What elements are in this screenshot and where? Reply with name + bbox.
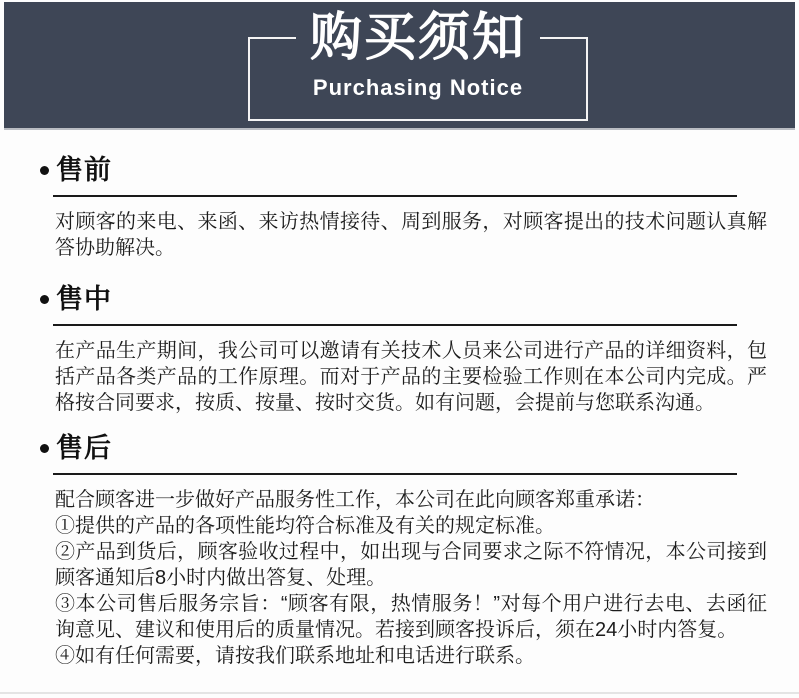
section-aftersale-header: [40, 432, 765, 464]
section-midsale: [40, 261, 765, 416]
divider-line: [53, 473, 737, 475]
notice-content: [0, 130, 799, 669]
bullet-icon: [40, 444, 49, 453]
header-banner: [4, 2, 795, 130]
section-presale-body: [55, 209, 767, 261]
paragraph-item-1: ①提供的产品的各项性能均符合标准及有关的规定标准。: [55, 515, 555, 537]
section-midsale-title: 售中: [56, 284, 112, 314]
section-midsale-body: [55, 338, 767, 416]
section-midsale-header: [40, 283, 765, 315]
divider-line: [53, 324, 737, 326]
page-title: 购买须知: [296, 6, 540, 70]
divider-line: [53, 195, 737, 197]
bullet-icon: [40, 295, 49, 304]
section-presale: [40, 130, 765, 261]
paragraph-item-3: ③本公司售后服务宗旨：“顾客有限，热情服务！”对每个用户进行去电、去函征询意见、建议和使用后的质量情况。若接到顾客投诉后，须在24小时内答复。: [55, 593, 767, 641]
section-aftersale: [40, 416, 765, 669]
section-aftersale-body: [55, 487, 767, 669]
bottom-separator: [0, 692, 799, 694]
bullet-icon: [40, 166, 49, 175]
paragraph: 配合顾客进一步做好产品服务性工作，本公司在此向顾客郑重承诺：: [55, 489, 655, 511]
page-subtitle: Purchasing Notice: [312, 75, 524, 100]
section-presale-header: [40, 154, 765, 186]
section-aftersale-title: 售后: [56, 433, 112, 463]
section-presale-title: 售前: [56, 155, 112, 185]
paragraph-item-2: ②产品到货后，顾客验收过程中，如出现与合同要求之际不符情况，本公司接到顾客通知后8小时内做出答复、处理。: [55, 541, 767, 589]
paragraph: 对顾客的来电、来函、来访热情接待、周到服务，对顾客提出的技术问题认真解答协助解决。: [55, 211, 767, 259]
paragraph: 在产品生产期间，我公司可以邀请有关技术人员来公司进行产品的详细资料，包括产品各类产品的工作原理。而对于产品的主要检验工作则在本公司内完成。严格按合同要求，按质、按量、按时交货。如有问题，会提前与您联系沟通。: [55, 340, 767, 414]
paragraph-item-4: ④如有任何需要，请按我们联系地址和电话进行联系。: [55, 645, 535, 667]
title-frame: [248, 9, 588, 121]
